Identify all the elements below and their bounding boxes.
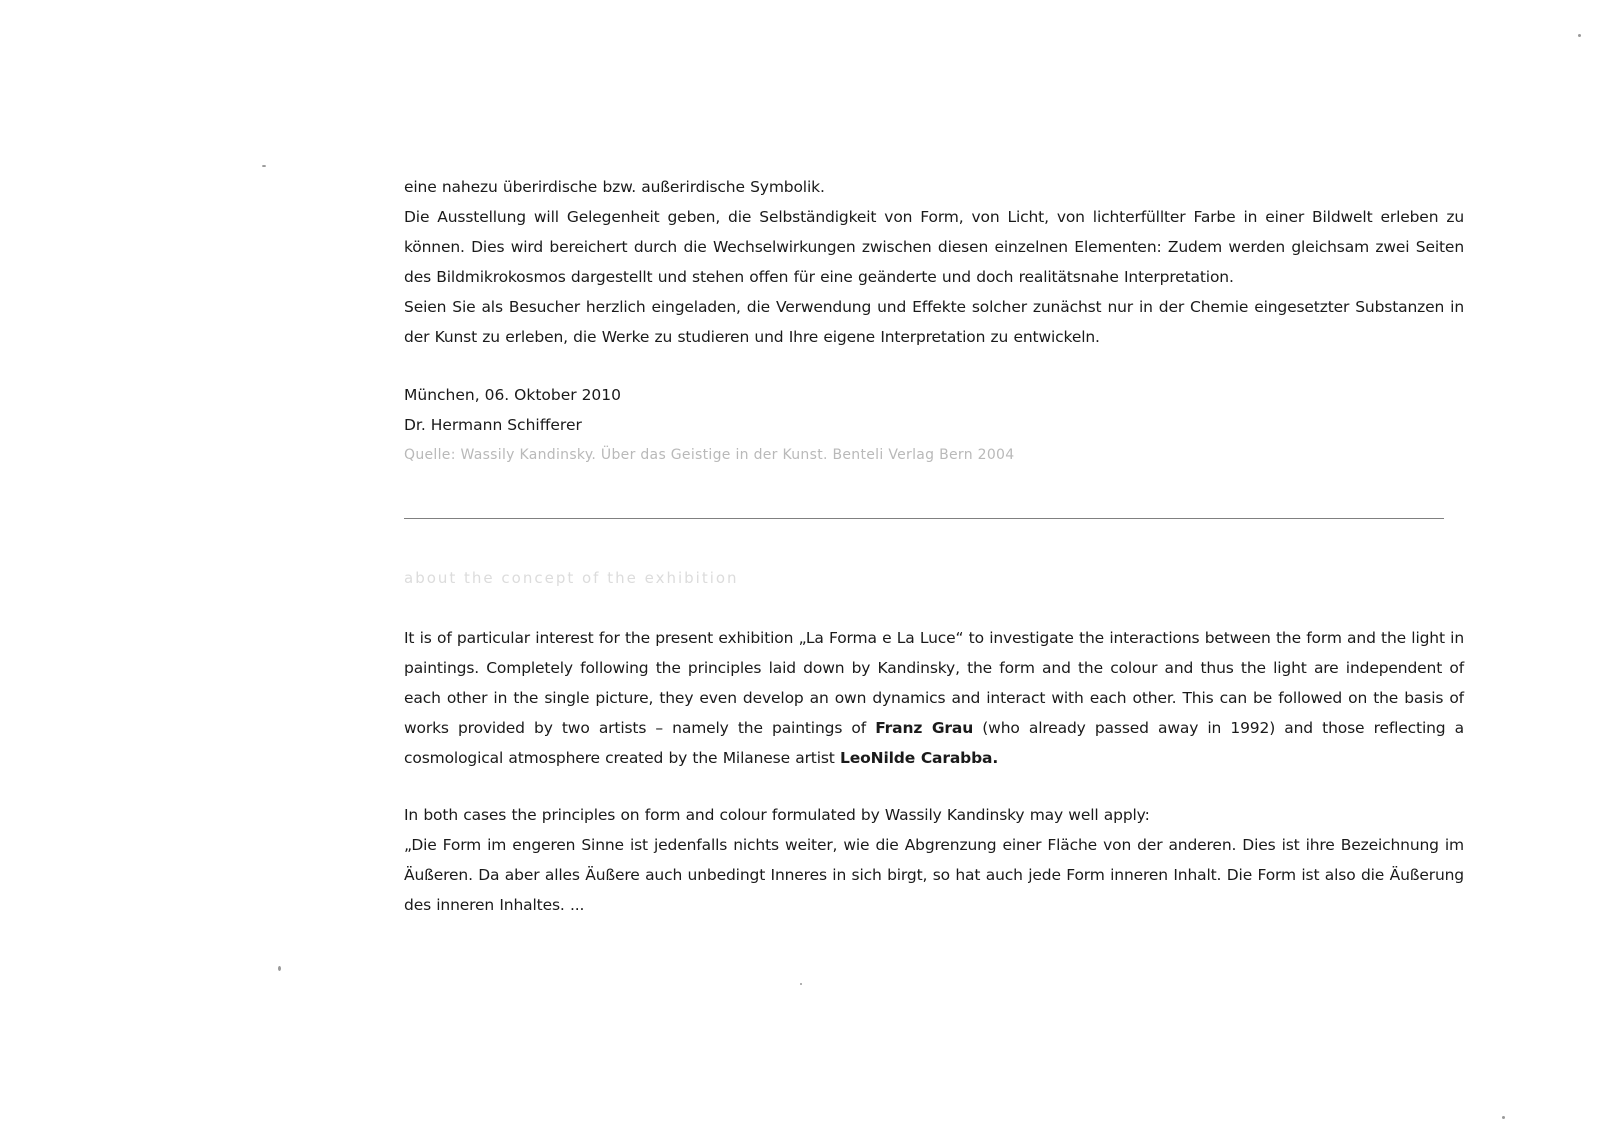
german-paragraph-3: Seien Sie als Besucher herzlich eingeladen, die Verwendung und Effekte solcher zunächst nur in der Chemie eingesetzter Substanzen in der Kunst zu erleben, die Werke zu studieren und Ihre eigene Interpretation zu entwickeln. (404, 298, 1464, 346)
scan-speck-bottom-right (1502, 1116, 1505, 1119)
english-paragraph-1 (404, 623, 1464, 773)
german-paragraph-1: eine nahezu überirdische bzw. außerirdische Symbolik. (404, 178, 825, 196)
source-citation: Quelle: Wassily Kandinsky. Über das Geistige in der Kunst. Benteli Verlag Bern 2004 (404, 447, 1015, 463)
kandinsky-quote: „Die Form im engeren Sinne ist jedenfalls nichts weiter, wie die Abgrenzung einer Fläche von der anderen. Dies ist ihre Bezeichnung im Äußeren. Da aber alles Äußere auch unbedingt Inneres in sich birgt, so hat auch jede Form inneren Inhalt. Die Form ist also die Äußerung des inneren Inhaltes. ... (404, 836, 1464, 914)
horizontal-divider (404, 518, 1444, 519)
german-paragraph-2: Die Ausstellung will Gelegenheit geben, die Selbständigkeit von Form, von Licht, von lichterfüllter Farbe in einer Bildwelt erleben zu können. Dies wird bereichert durch die Wechselwirkungen zwischen diesen einzelnen Elementen: Zudem werden gleichsam zwei Seiten des Bildmikrokosmos dargestellt und stehen offen für eine geänderte und doch realitätsnahe Interpretation. (404, 208, 1464, 286)
signature-block (404, 380, 1464, 470)
artist-name-franz-grau: Franz Grau (875, 719, 974, 737)
section-heading: about the concept of the exhibition (404, 569, 739, 587)
english-paragraph-1-part-2: (who already passed away in 1992) and those reflecting a cosmological atmosphere created by the Milanese artist (404, 719, 1465, 767)
scan-speck-bottom-center (800, 983, 802, 985)
scan-speck-top-right (1578, 34, 1581, 37)
author-name: Dr. Hermann Schifferer (404, 416, 582, 434)
scan-speck-lower-left (278, 966, 281, 971)
english-paragraph-1-part-1: It is of particular interest for the present exhibition „La Forma e La Luce“ to investigate the interactions between the form and the light in paintings. Completely following the principles laid down by Kandinsky, the form and the colour and thus the light are independent of each other in the single picture, they even develop an own dynamics and interact with each other. This can be followed on the basis of works provided by two artists – namely the paintings of (404, 629, 1465, 737)
scan-speck-left (262, 165, 266, 167)
english-text-block (404, 623, 1464, 773)
place-date: München, 06. Oktober 2010 (404, 386, 622, 404)
english-paragraph-2: In both cases the principles on form and colour formulated by Wassily Kandinsky may well apply: (404, 806, 1150, 824)
english-text-block-2 (404, 800, 1464, 920)
german-text-block (404, 172, 1464, 352)
artist-name-leonilde-carabba: LeoNilde Carabba. (840, 749, 999, 767)
